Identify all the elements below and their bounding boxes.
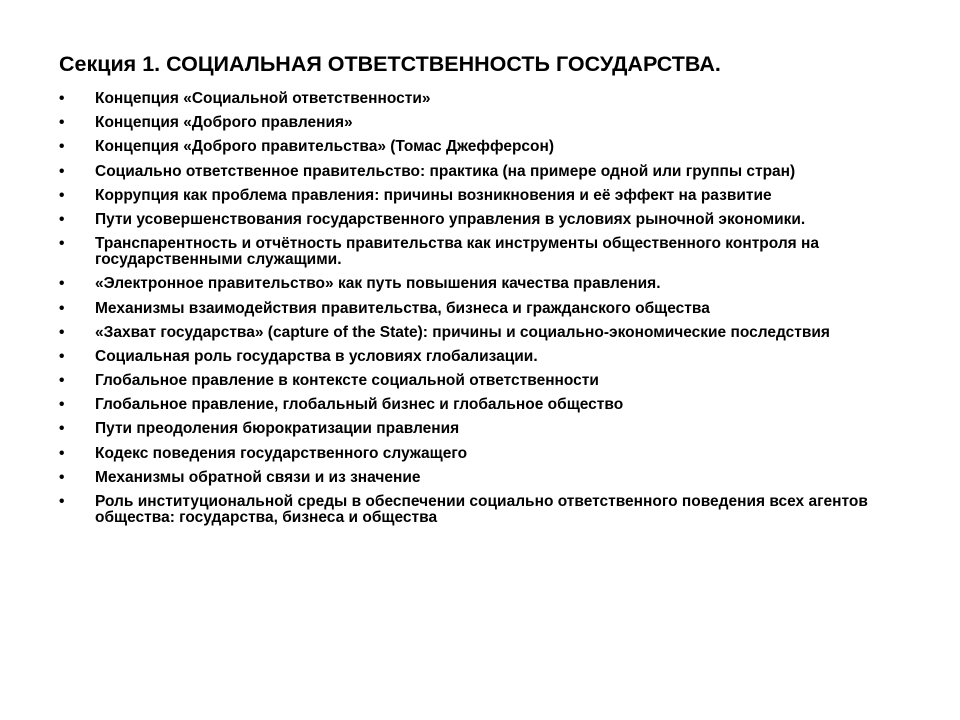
list-item (59, 115, 899, 131)
list-item (59, 276, 899, 292)
list-item-text: Глобальное правление, глобальный бизнес и глобальное общество (95, 396, 624, 414)
bullet-icon: • (59, 299, 65, 317)
list-item-text: Концепция «Доброго правительства» (Томас Джефферсон) (95, 138, 555, 156)
list-item (59, 349, 899, 365)
list-item-text: Концепция «Социальной ответственности» (95, 90, 431, 107)
list-item-text: Социально ответственное правительство: практика (на примере одной или группы стран) (95, 162, 796, 180)
list-item (59, 212, 899, 228)
bullet-icon: • (59, 90, 65, 107)
bullet-icon: • (59, 420, 65, 438)
list-item-text: Транспарентность и отчётность правительства как инструменты общественного контроля на государственными служащими. (95, 235, 820, 269)
bullet-icon: • (59, 372, 65, 390)
list-item-text: Механизмы обратной связи и из значение (95, 468, 421, 486)
list-item (59, 301, 899, 317)
list-item (59, 188, 899, 204)
bullet-icon: • (59, 186, 65, 204)
bullet-icon: • (59, 162, 65, 180)
bullet-icon: • (59, 347, 65, 365)
bullet-icon: • (59, 275, 65, 293)
list-item-text: «Захват государства» (capture of the State): причины и социально-экономические последствия (95, 323, 830, 341)
bullet-icon: • (59, 396, 65, 414)
list-item-text: Концепция «Доброго правления» (95, 114, 353, 132)
list-item (59, 91, 899, 107)
bullet-icon: • (59, 114, 65, 132)
list-item (59, 373, 899, 389)
list-item-text: Роль институциональной среды в обеспечении социально ответственного поведения всех агентов общества: государства, бизнеса и общества (95, 493, 868, 526)
list-item (59, 421, 899, 437)
bullet-icon: • (59, 468, 65, 486)
list-item (59, 446, 899, 462)
bullet-icon: • (59, 323, 65, 341)
topic-list (59, 91, 899, 534)
list-item (59, 470, 899, 486)
list-item (59, 325, 899, 341)
bullet-icon: • (59, 235, 65, 253)
list-item-text: Пути усовершенствования государственного управления в условиях рыночной экономики. (95, 210, 806, 228)
list-item-text: Коррупция как проблема правления: причины возникновения и её эффект на развитие (95, 186, 772, 204)
list-item-text: Пути преодоления бюрократизации правления (95, 420, 460, 438)
list-item (59, 139, 899, 155)
bullet-icon: • (59, 444, 65, 462)
bullet-icon: • (59, 493, 65, 510)
list-item-text: Механизмы взаимодействия правительства, бизнеса и гражданского общества (95, 299, 710, 317)
list-item-text: Социальная роль государства в условиях глобализации. (95, 347, 538, 365)
list-item (59, 494, 899, 526)
list-item-text: «Электронное правительство» как путь повышения качества правления. (95, 275, 661, 293)
list-item (59, 397, 899, 413)
list-item (59, 236, 899, 268)
list-item-text: Глобальное правление в контексте социальной ответственности (95, 372, 599, 390)
list-item-text: Кодекс поведения государственного служащего (95, 444, 468, 462)
list-item (59, 164, 899, 180)
bullet-icon: • (59, 138, 65, 156)
bullet-icon: • (59, 210, 65, 228)
slide-title: Секция 1. СОЦИАЛЬНАЯ ОТВЕТСТВЕННОСТЬ ГОСУДАРСТВА. (59, 52, 721, 76)
